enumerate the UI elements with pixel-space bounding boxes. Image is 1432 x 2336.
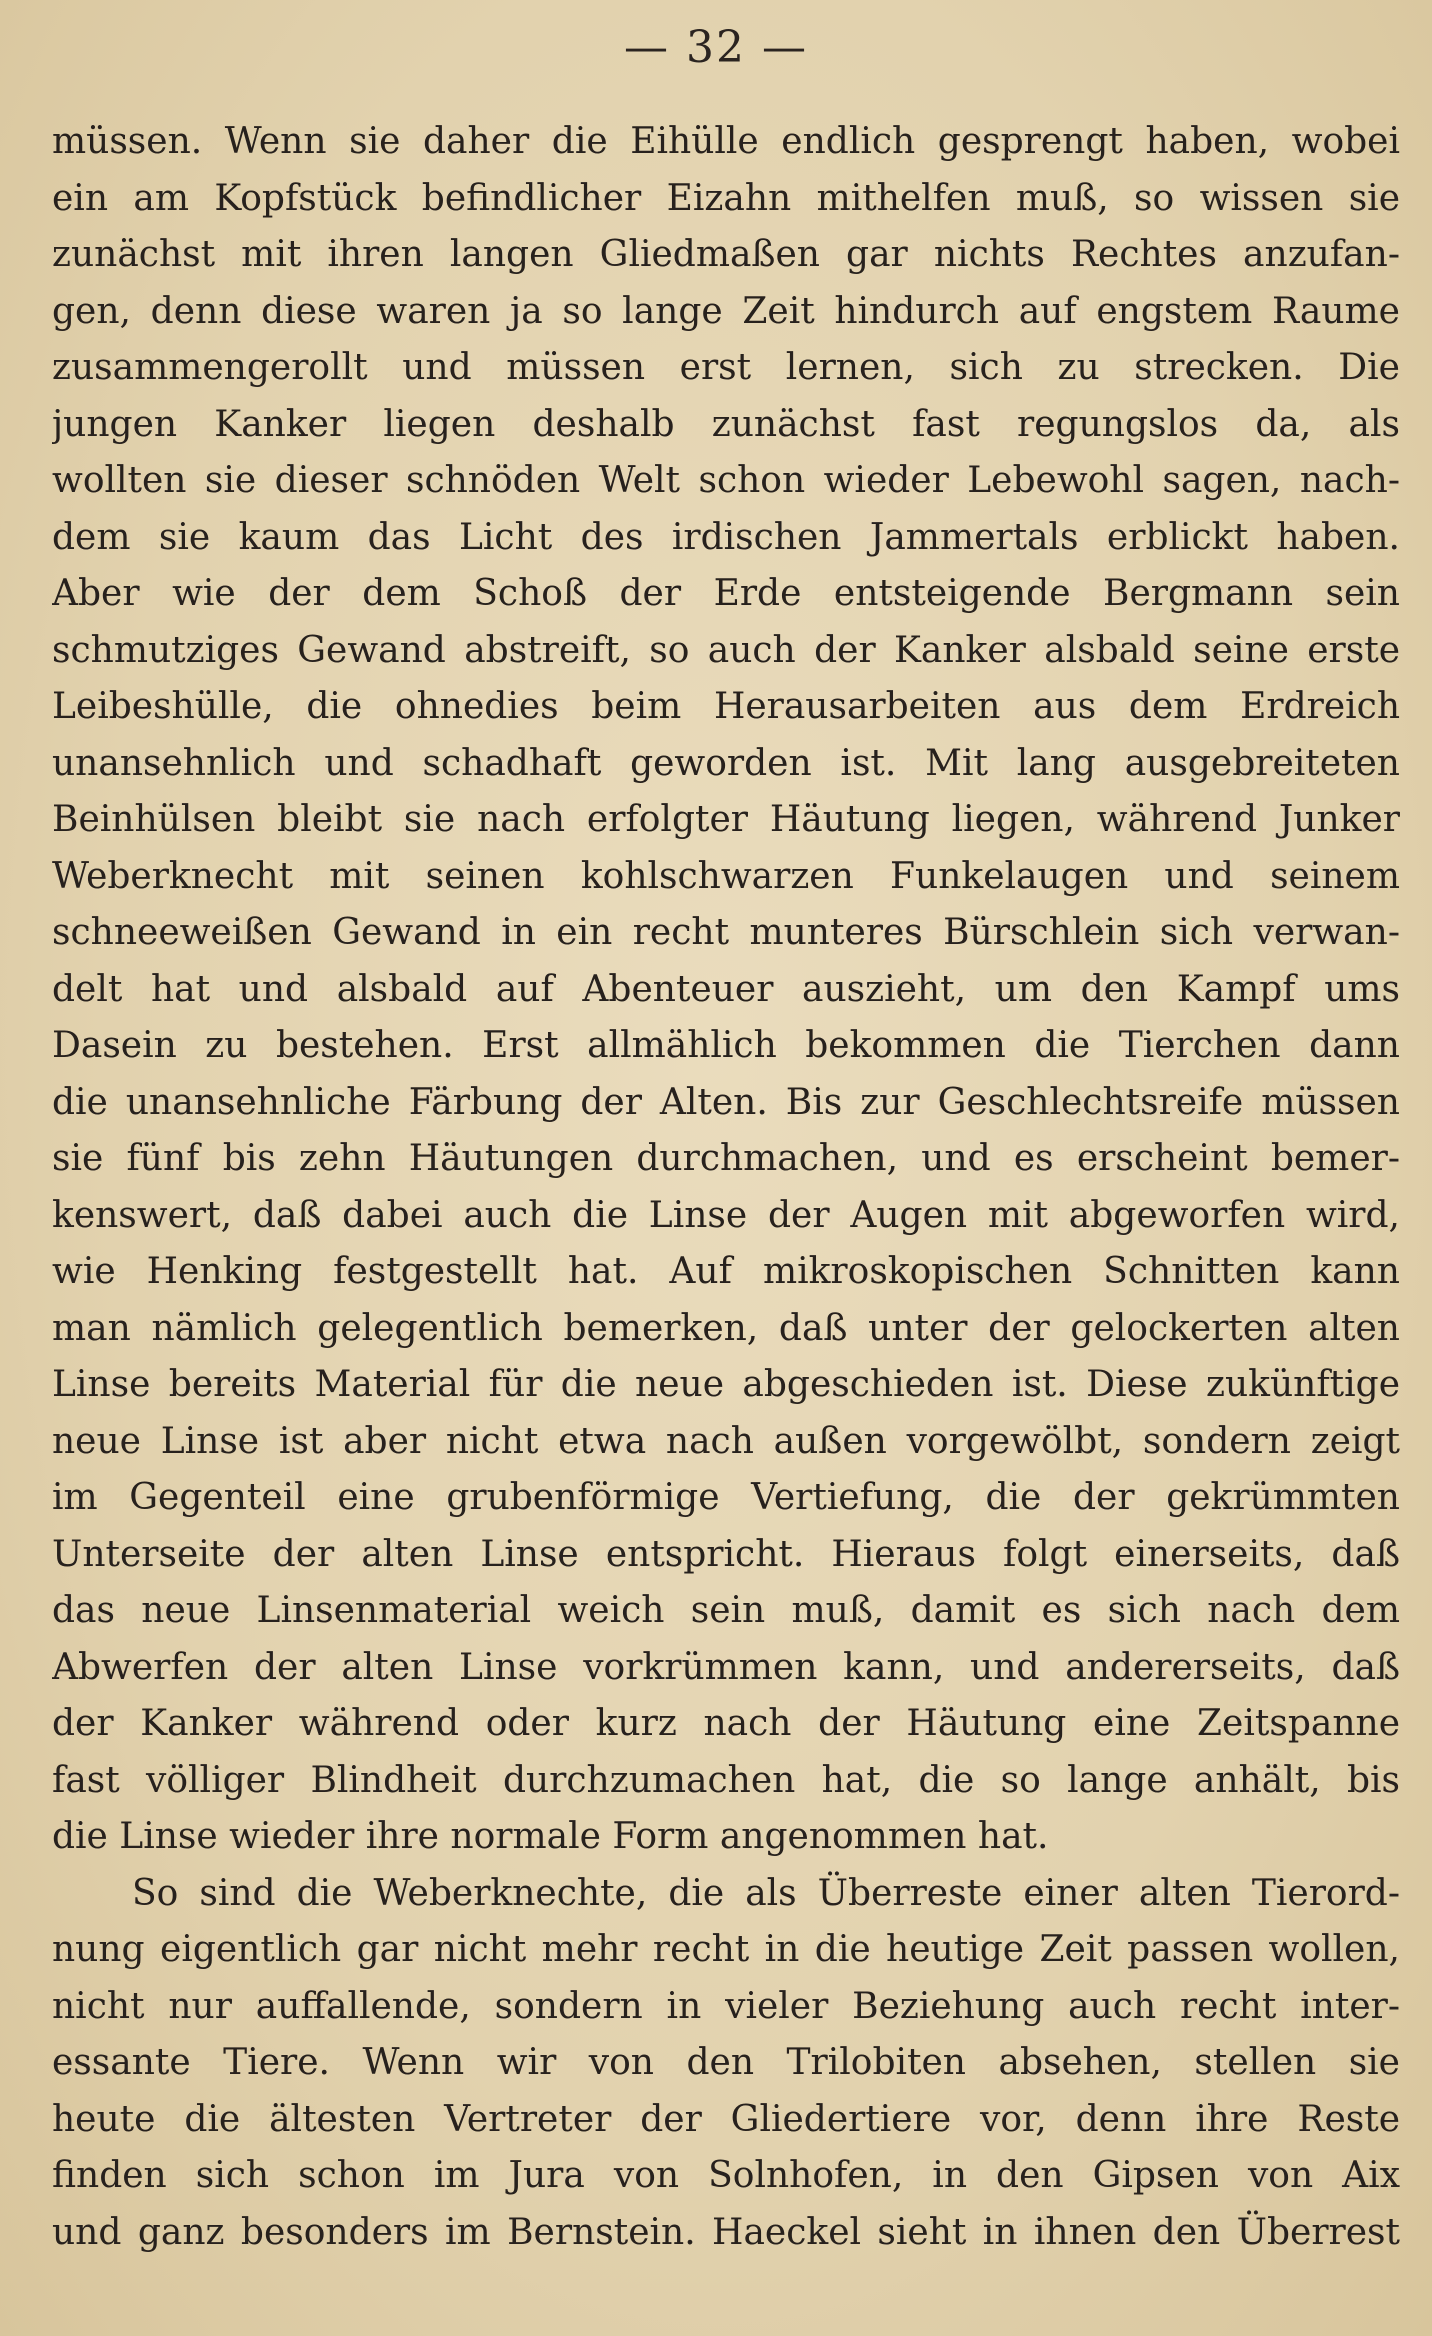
text-line: wie Henking festgestellt hat. Auf mikroskopischen Schnitten kann: [52, 1251, 1400, 1292]
paragraph-1: [52, 114, 1400, 1866]
text-line: Dasein zu bestehen. Erst allmählich bekommen die Tierchen dann: [52, 1025, 1400, 1066]
text-line: dem sie kaum das Licht des irdischen Jammertals erblickt haben.: [52, 516, 1400, 558]
text-line: Beinhülsen bleibt sie nach erfolgter Häutung liegen, während Junker: [52, 799, 1400, 840]
text-line: wollten sie dieser schnöden Welt schon wieder Lebewohl sagen, nach-: [52, 460, 1400, 501]
text-line: zusammengerollt und müssen erst lernen, sich zu strecken. Die: [52, 347, 1400, 388]
text-line: die unansehnliche Färbung der Alten. Bis zur Geschlechtsreife müssen: [52, 1081, 1400, 1123]
text-line: Aber wie der dem Schoß der Erde entsteigende Bergmann sein: [52, 573, 1400, 614]
text-line: ein am Kopfstück befindlicher Eizahn mithelfen muß, so wissen sie: [52, 177, 1400, 219]
text-line: Leibeshülle, die ohnedies beim Herausarbeiten aus dem Erdreich: [52, 686, 1400, 727]
text-line: Weberknecht mit seinen kohlschwarzen Funkelaugen und seinem: [52, 855, 1400, 897]
text-line: zunächst mit ihren langen Gliedmaßen gar nichts Rechtes anzufan-: [52, 234, 1400, 275]
text-line: finden sich schon im Jura von Solnhofen, in den Gipsen von Aix: [52, 2155, 1400, 2196]
page-number: — 32 —: [624, 22, 808, 73]
text-line: nicht nur auffallende, sondern in vieler Beziehung auch recht inter-: [52, 1985, 1400, 2027]
text-line: das neue Linsenmaterial weich sein muß, damit es sich nach dem: [52, 1590, 1400, 1631]
text-line: gen, denn diese waren ja so lange Zeit hindurch auf engstem Raume: [52, 290, 1400, 332]
text-line: unansehnlich und schadhaft geworden ist. Mit lang ausgebreiteten: [52, 742, 1400, 784]
text-line: heute die ältesten Vertreter der Gliedertiere vor, denn ihre Reste: [52, 2098, 1400, 2140]
text-line: Unterseite der alten Linse entspricht. Hieraus folgt einerseits, daß: [52, 1533, 1400, 1575]
text-line: schmutziges Gewand abstreift, so auch der Kanker alsbald seine erste: [52, 629, 1400, 671]
text-line: Linse bereits Material für die neue abgeschieden ist. Diese zukünftige: [52, 1364, 1400, 1405]
text-line: müssen. Wenn sie daher die Eihülle endlich gesprengt haben, wobei: [52, 121, 1400, 162]
text-line: neue Linse ist aber nicht etwa nach außen vorgewölbt, sondern zeigt: [52, 1420, 1400, 1462]
text-line: sie fünf bis zehn Häutungen durchmachen, und es erscheint bemer-: [52, 1138, 1400, 1179]
text-line: die Linse wieder ihre normale Form angenommen hat.: [52, 1816, 1049, 1857]
text-line: der Kanker während oder kurz nach der Häutung eine Zeitspanne: [52, 1703, 1400, 1744]
text-line: delt hat und alsbald auf Abenteuer auszieht, um den Kampf ums: [52, 968, 1400, 1010]
paragraph-2: [52, 1866, 1400, 2262]
text-line: im Gegenteil eine grubenförmige Vertiefung, die der gekrümmten: [52, 1477, 1400, 1518]
text-line: kenswert, daß dabei auch die Linse der Augen mit abgeworfen wird,: [52, 1194, 1400, 1236]
text-line: nung eigentlich gar nicht mehr recht in die heutige Zeit passen wollen,: [52, 1929, 1400, 1970]
text-line: jungen Kanker liegen deshalb zunächst fast regungslos da, als: [52, 403, 1400, 445]
body-text: [52, 114, 1400, 2261]
text-line: und ganz besonders im Bernstein. Haeckel sieht in ihnen den Überrest: [52, 2211, 1400, 2253]
text-line: man nämlich gelegentlich bemerken, daß unter der gelockerten alten: [52, 1307, 1400, 1349]
text-line: essante Tiere. Wenn wir von den Trilobiten absehen, stellen sie: [52, 2042, 1400, 2083]
text-line: So sind die Weberknechte, die als Überreste einer alten Tierord-: [132, 1872, 1400, 1914]
text-line: fast völliger Blindheit durchzumachen hat, die so lange anhält, bis: [52, 1759, 1400, 1801]
text-line: Abwerfen der alten Linse vorkrümmen kann, und andererseits, daß: [52, 1646, 1400, 1688]
text-line: schneeweißen Gewand in ein recht munteres Bürschlein sich verwan-: [52, 912, 1400, 953]
